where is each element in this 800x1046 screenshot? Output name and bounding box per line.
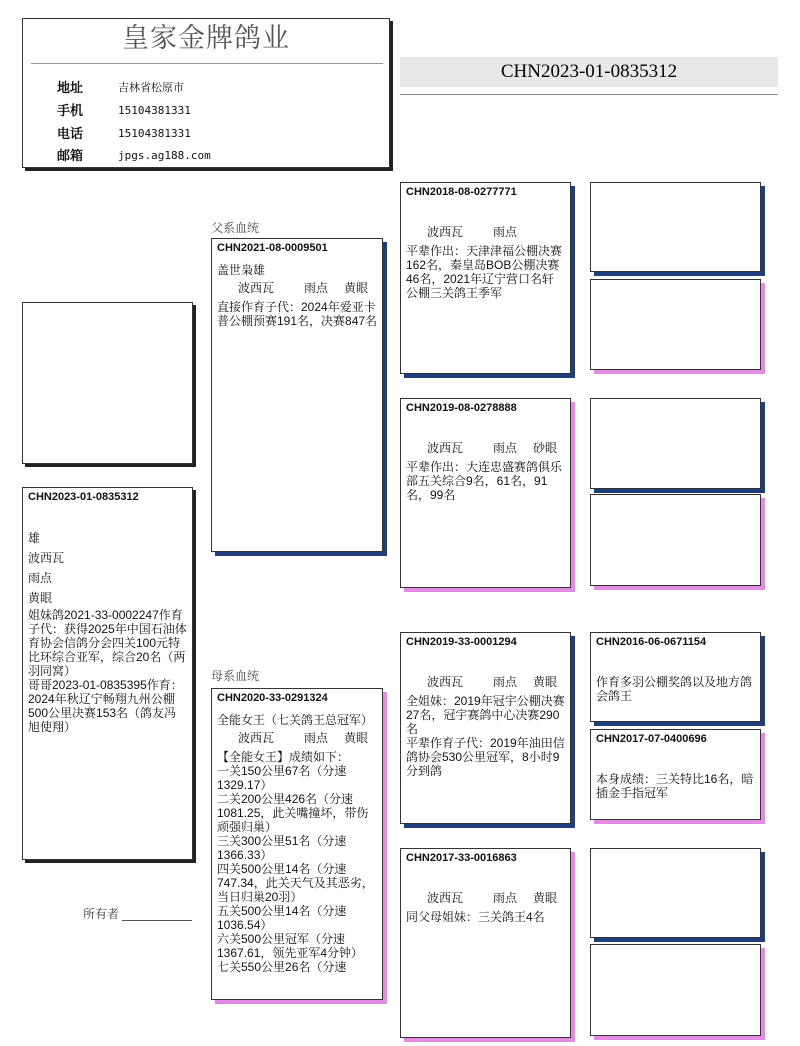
dam-results (217, 750, 378, 974)
owner-label: 所有者 (83, 907, 120, 921)
grandparent-ring-number: CHN2019-08-0278888 (406, 402, 517, 414)
contact-mobile-row (23, 100, 389, 123)
subject-notes (28, 608, 188, 734)
sire-section-label: 父系血统 (211, 221, 260, 235)
owner-signature-line (122, 908, 192, 921)
contact-label: 电话 (57, 125, 84, 141)
sire-name: 盖世枭雄 (217, 263, 266, 277)
great-grandparent-ring-number: CHN2016-06-0671154 (596, 636, 707, 648)
pigeon-photo-frame (22, 302, 193, 464)
dam-ring-number: CHN2020-33-0291324 (217, 692, 328, 704)
great-grandparent-card (590, 729, 761, 820)
contact-address-row (23, 77, 389, 100)
great-grandparent-notes: 本身成绩：三关特比16名，暗插金手指冠军 (596, 772, 754, 800)
grandparent-ring-number: CHN2017-33-0016863 (406, 852, 517, 864)
grandparent-color: 雨点 (493, 441, 518, 455)
contact-email-row (23, 145, 389, 168)
contact-value: 15104381331 (118, 126, 191, 140)
dam-traits (217, 729, 378, 747)
race-result: 四关500公里14名（分速747.34，此关天气及其恶劣，当日归巢20羽） (217, 862, 374, 904)
ring-number-banner: CHN2023-01-0835312 (400, 57, 778, 87)
contact-phone-row (23, 122, 389, 145)
dam-card (211, 688, 383, 1000)
sire-eye: 黄眼 (344, 281, 369, 295)
grandparent-note: 全姐妹：2019年冠宇公棚决赛27名，冠宇赛鸽中心决赛290名 (406, 694, 565, 736)
subject-breed: 波西瓦 (28, 551, 65, 565)
grandparent-traits (406, 439, 566, 457)
great-grandparent-card-empty (590, 494, 761, 586)
subject-color: 雨点 (28, 571, 53, 585)
dam-breed: 波西瓦 (238, 731, 275, 745)
sire-color: 雨点 (304, 281, 329, 295)
grandparent-traits (406, 223, 566, 241)
grandparent-breed: 波西瓦 (427, 675, 464, 689)
great-grandparent-card-empty (590, 944, 761, 1036)
subject-note: 姐妹鸽2021-33-0002247作育子代：获得2025年中国石油体育协会信鸽分会四关100元特比环综合亚军，综合20名（两羽同窝） (28, 608, 187, 678)
subject-eye: 黄眼 (28, 591, 53, 605)
title-divider (31, 63, 383, 64)
paternal-grandsire-card (400, 182, 571, 374)
grandparent-traits (406, 673, 566, 691)
contact-value: jpgs.ag188.com (118, 149, 211, 163)
grandparent-notes (406, 910, 566, 924)
contact-label: 邮箱 (57, 148, 84, 164)
grandparent-traits (406, 889, 566, 907)
dam-section-label: 母系血统 (211, 669, 260, 683)
grandparent-notes (406, 460, 566, 502)
contact-value: 吉林省松原市 (118, 81, 184, 95)
grandparent-color: 雨点 (493, 891, 518, 905)
race-result: 二关200公里426名（分速1081.25，此关嘴撞坏，带伤顽强归巢） (217, 792, 369, 834)
dam-results-title: 【全能女王】成绩如下： (217, 750, 350, 764)
great-grandparent-card-empty (590, 398, 761, 489)
paternal-granddam-card (400, 398, 571, 588)
great-grandparent-card (590, 632, 761, 722)
grandparent-notes (406, 244, 566, 300)
grandparent-color: 雨点 (493, 675, 518, 689)
race-result: 三关300公里51名（分速1366.33） (217, 834, 347, 862)
contact-value: 15104381331 (118, 104, 191, 118)
breeder-info-card (22, 18, 390, 168)
grandparent-note: 同父母姐妹：三关鸽王4名 (406, 910, 545, 924)
dam-color: 雨点 (304, 731, 329, 745)
contact-label: 手机 (57, 103, 84, 119)
subject-ring-number: CHN2023-01-0835312 (28, 491, 139, 503)
subject-card (22, 487, 193, 860)
grandparent-ring-number: CHN2018-08-0277771 (406, 186, 517, 198)
grandparent-color: 雨点 (493, 225, 518, 239)
subject-sex: 雄 (28, 531, 41, 545)
banner-divider (400, 94, 778, 95)
great-grandparent-card-empty (590, 182, 761, 272)
subject-note: 哥哥2023-01-0835395作育：2024年秋辽宁畅翔九州公棚500公里决赛153名（鸽友冯旭使翔） (28, 678, 183, 734)
race-result: 一关150公里67名（分速1329.17） (217, 764, 347, 792)
dam-name: 全能女王（七关鸽王总冠军） (217, 713, 374, 727)
great-grandparent-card-empty (590, 279, 761, 370)
race-result: 五关500公里14名（分速1036.54） (217, 904, 347, 932)
breeder-name: 皇家金牌鸽业 (122, 23, 290, 54)
race-result: 六关500公里冠军（分速1367.61，领先亚军4分钟） (217, 932, 364, 960)
maternal-grandsire-card (400, 632, 571, 824)
owner-field (83, 907, 192, 921)
sire-card (211, 238, 383, 552)
grandparent-eye: 黄眼 (533, 675, 558, 689)
contact-label: 地址 (57, 80, 84, 96)
dam-eye: 黄眼 (344, 731, 369, 745)
grandparent-note: 平辈作育子代：2019年油田信鸽协会530公里冠军，8小时9分到鸽 (406, 736, 565, 778)
sire-traits (217, 279, 378, 297)
great-grandparent-notes: 作育多羽公棚奖鸽以及地方鸽会鸽王 (596, 675, 753, 703)
grandparent-eye: 砂眼 (533, 441, 558, 455)
maternal-granddam-card (400, 848, 571, 1038)
great-grandparent-card-empty (590, 848, 761, 938)
sire-ring-number: CHN2021-08-0009501 (217, 242, 328, 254)
grandparent-breed: 波西瓦 (427, 891, 464, 905)
grandparent-note: 平辈作出：天津津福公棚决赛162名，秦皇岛BOB公棚决赛46名，2021年辽宁营口名轩公棚三关鸽王季军 (406, 244, 563, 300)
sire-notes: 直接作育子代：2024年爱亚卡普公棚预赛191名，决赛847名 (217, 300, 378, 328)
grandparent-note: 平辈作出：大连忠盛赛鸽俱乐部五关综合9名，61名，91名，99名 (406, 460, 563, 502)
grandparent-notes (406, 694, 566, 778)
sire-breed: 波西瓦 (238, 281, 275, 295)
race-result: 七关550公里26名（分速 (217, 960, 347, 974)
grandparent-ring-number: CHN2019-33-0001294 (406, 636, 517, 648)
grandparent-breed: 波西瓦 (427, 225, 464, 239)
contact-list (23, 77, 389, 168)
grandparent-eye: 黄眼 (533, 891, 558, 905)
great-grandparent-ring-number: CHN2017-07-0400696 (596, 733, 707, 745)
grandparent-breed: 波西瓦 (427, 441, 464, 455)
